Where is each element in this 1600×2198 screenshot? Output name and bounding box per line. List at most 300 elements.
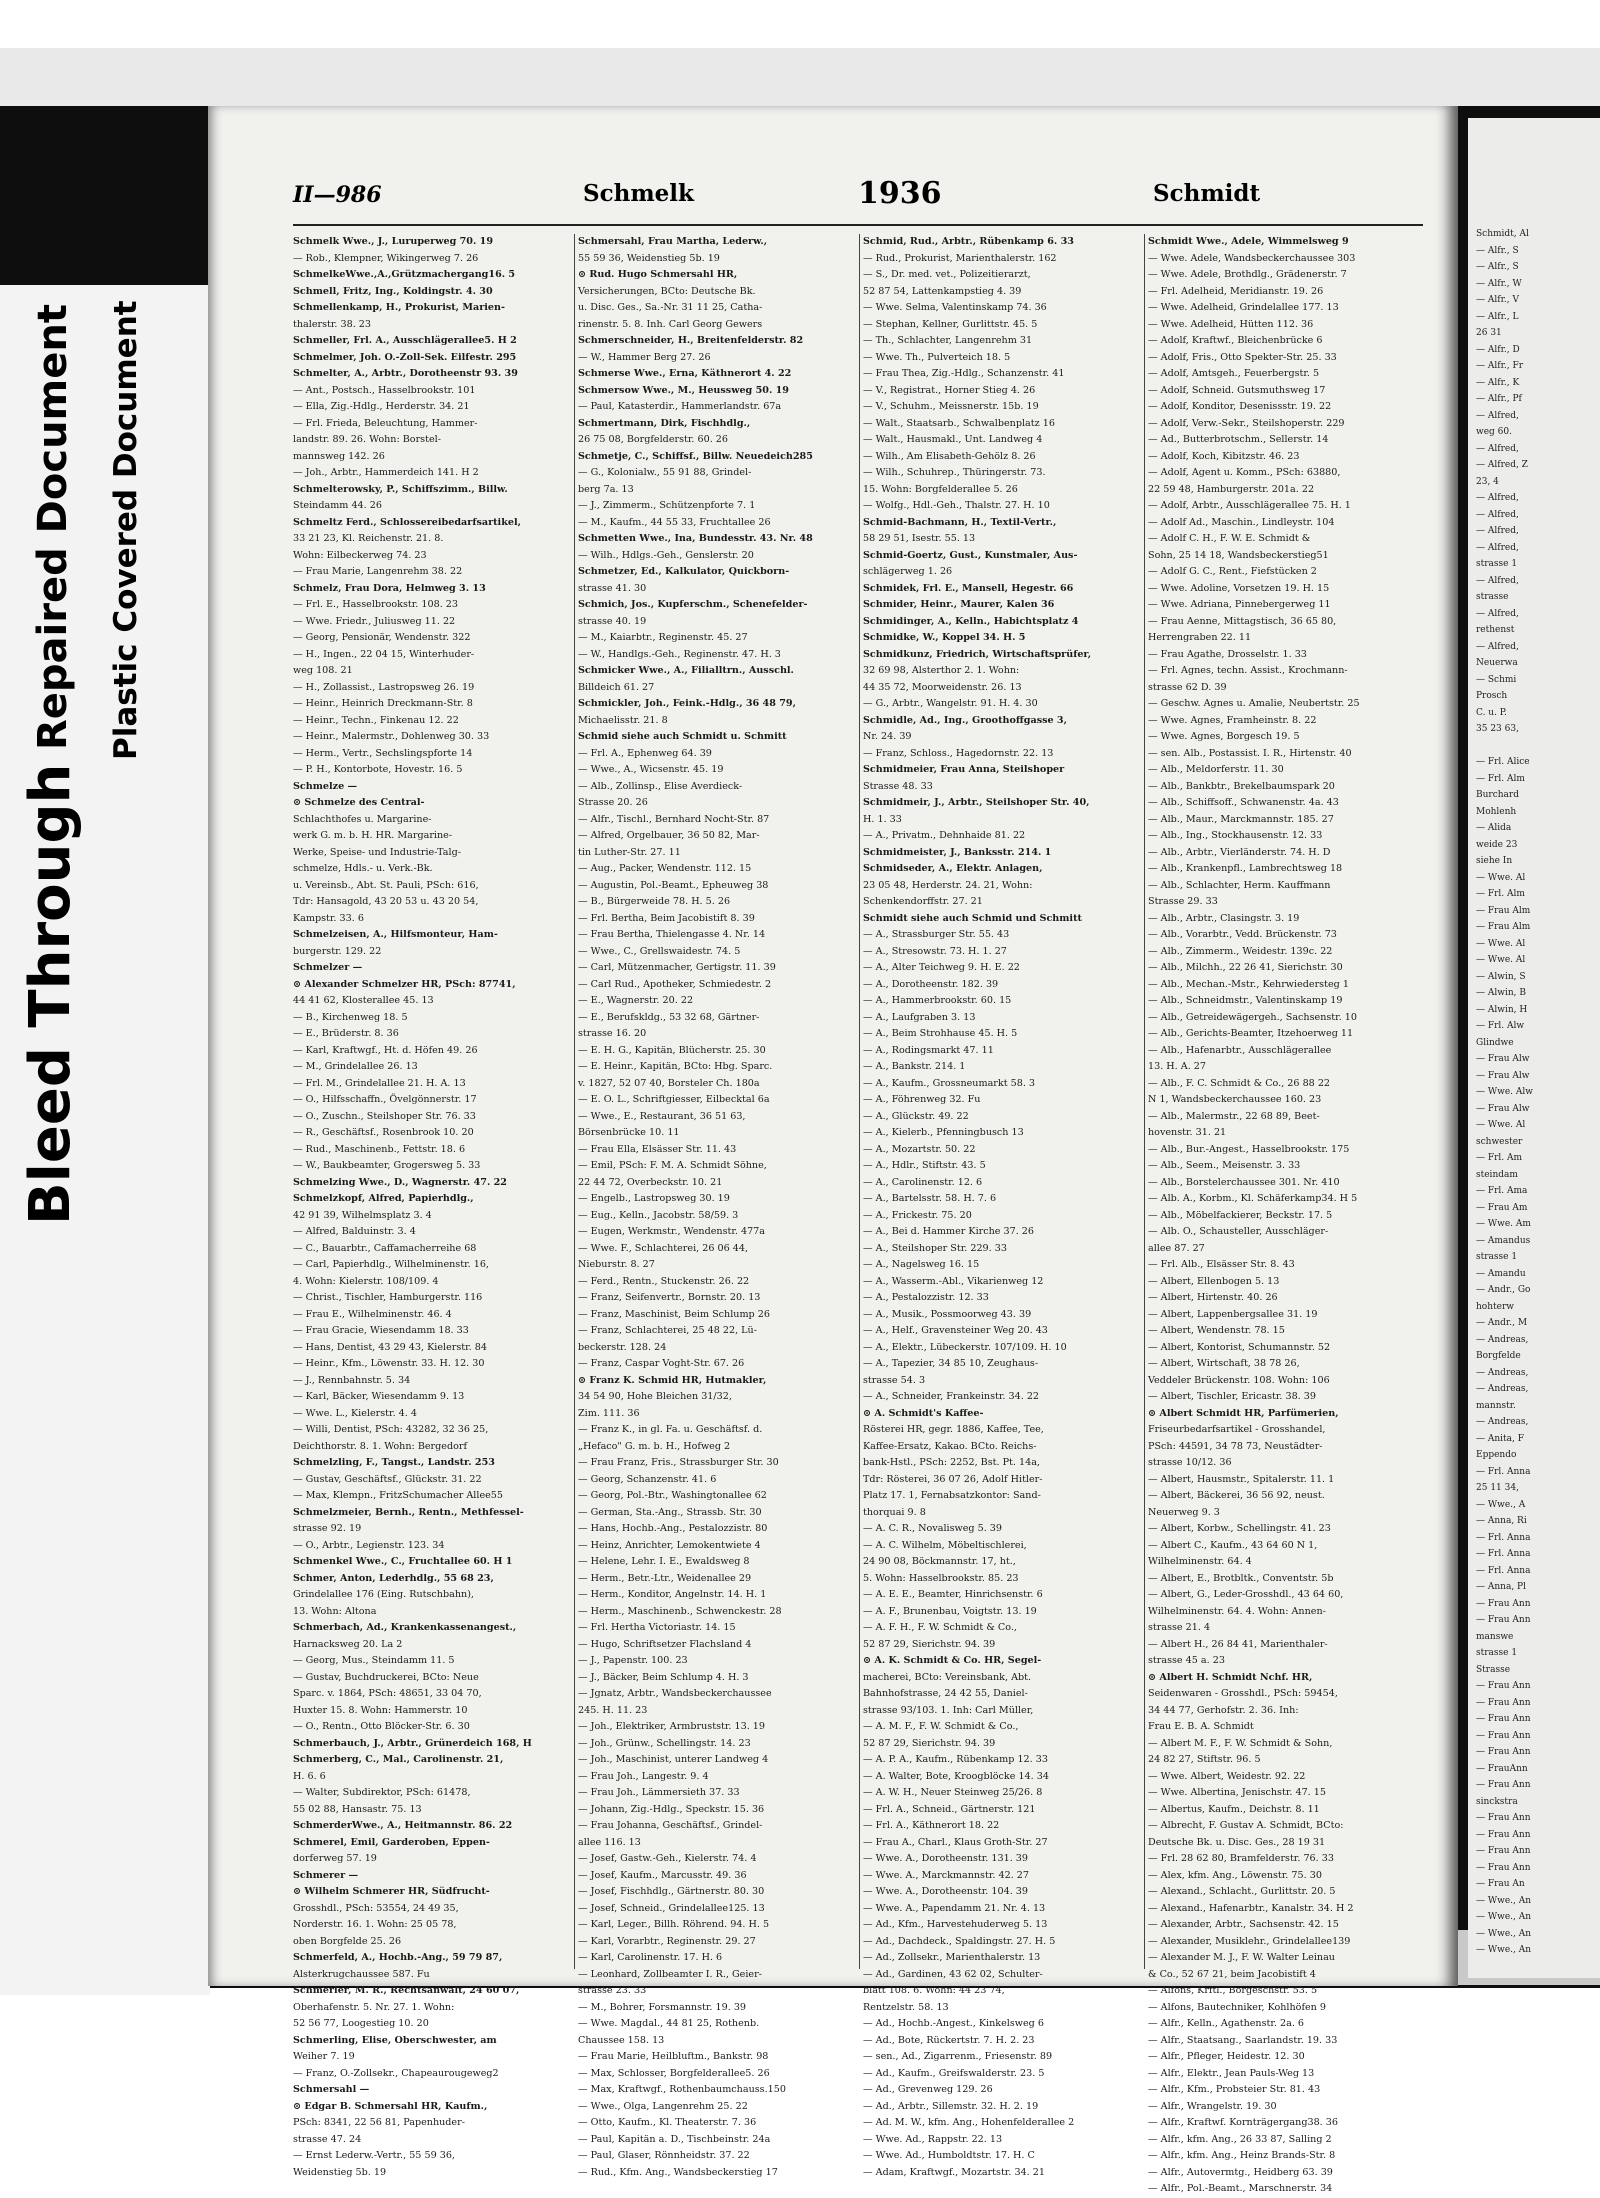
directory-entry: — Ad., Bote, Rückertstr. 7. H. 2. 23 xyxy=(863,2034,1035,2046)
directory-entry: Schmerberg, C., Mal., Carolinenstr. 21, xyxy=(293,1754,504,1765)
directory-page xyxy=(208,106,1458,2194)
directory-entry: — Josef, Schneid., Grindelallee125. 13 xyxy=(578,1902,765,1914)
directory-entry: — E., Berufskldg., 53 32 68, Gärtner- xyxy=(578,1011,760,1023)
directory-entry: — Wolfg., Hdl.-Geh., Thalstr. 27. H. 10 xyxy=(863,500,1050,511)
directory-entry: — Wwe. A., Dorotheenstr. 131. 39 xyxy=(863,1853,1028,1864)
facing-entry: — Frl. Anna xyxy=(1476,1565,1531,1576)
directory-entry: strasse 23. 33 xyxy=(578,1985,647,1996)
directory-entry: — O., Rentn., Otto Blöcker-Str. 6. 30 xyxy=(293,1721,470,1732)
directory-entry: — Joh., Elektriker, Armbruststr. 13. 19 xyxy=(578,1721,766,1732)
facing-entry: 35 23 63, xyxy=(1476,724,1519,734)
directory-entry: — Max, Klempn., FritzSchumacher Allee55 xyxy=(293,1490,504,1501)
facing-entry: — Frl. Am xyxy=(1476,1153,1523,1163)
directory-entry: 52 87 54, Lattenkampstieg 4. 39 xyxy=(863,285,1022,297)
directory-entry: — Wwe. Adelheid, Hütten 112. 36 xyxy=(1148,318,1314,330)
facing-entry: Burchard xyxy=(1476,790,1519,800)
directory-entry: — A., Alter Teichweg 9. H. E. 22 xyxy=(863,962,1020,973)
directory-entry: — Ad., Gardinen, 43 62 02, Schulter- xyxy=(863,1968,1043,1980)
directory-entry: Schmellenkamp, H., Prokurist, Marien- xyxy=(293,302,505,313)
directory-entry: Norderstr. 16. 1. Wohn: 25 05 78, xyxy=(293,1919,457,1930)
directory-entry: — Alb., Seem., Meisenstr. 3. 33 xyxy=(1148,1160,1301,1171)
directory-entry: — J., Rennbahnstr. 5. 34 xyxy=(293,1374,411,1386)
directory-entry: Schmer, Anton, Lederhdlg., 55 68 23, xyxy=(293,1572,494,1584)
directory-entry: — Adolf, Konditor, Desenissstr. 19. 22 xyxy=(1148,401,1332,412)
directory-entry: Sparc. v. 1864, PSch: 48651, 33 04 70, xyxy=(293,1688,482,1699)
facing-entry: — Frl. Anna xyxy=(1476,1466,1531,1477)
directory-entry: Rentzelstr. 58. 13 xyxy=(863,2001,949,2013)
left-running-head: Schmelk xyxy=(583,180,694,207)
directory-entry: — Christ., Tischler, Hamburgerstr. 116 xyxy=(293,1292,483,1303)
directory-entry: Tdr: Rösterei, 36 07 26, Adolf Hitler- xyxy=(863,1473,1043,1485)
facing-entry: — Anna, Pl xyxy=(1476,1582,1526,1592)
directory-entry: — Wilh., Schuhrep., Thüringerstr. 73. xyxy=(863,467,1046,478)
directory-entry: — Alfr., kfm. Ang., Heinz Brands-Str. 8 xyxy=(1148,2150,1336,2161)
directory-entry: 52 87 29, Sierichstr. 94. 39 xyxy=(863,1737,996,1749)
facing-entry: — Frl. Alice xyxy=(1476,757,1530,767)
facing-entry: — Alwin, H xyxy=(1476,1004,1528,1015)
directory-entry: — Karl, Leger., Billh. Röhrend. 94. H. 5 xyxy=(578,1919,770,1930)
directory-entry: Schmertmann, Dirk, Fischhdlg., xyxy=(578,417,751,429)
directory-entry: — sen., Ad., Zigarrenm., Friesenstr. 89 xyxy=(863,2051,1053,2062)
directory-entry: — Heinr., Kfm., Löwenstr. 33. H. 12. 30 xyxy=(293,1358,485,1369)
directory-entry: — J., Bäcker, Beim Schlump 4. H. 3 xyxy=(578,1671,749,1683)
directory-entry: weg 108. 21 xyxy=(293,665,353,676)
directory-entry: Werke, Speise- und Industrie-Talg- xyxy=(293,846,461,858)
directory-entry: strasse 41. 30 xyxy=(578,582,647,594)
directory-entry: Schlachthofes u. Margarine- xyxy=(293,813,432,825)
directory-entry: — Alfr., kfm. Ang., 26 33 87, Salling 2 xyxy=(1148,2133,1332,2145)
column-4 xyxy=(1148,234,1426,2194)
directory-entry: — Ad., Butterbrotschm., Sellerstr. 14 xyxy=(1148,434,1329,445)
directory-entry: — Frau E., Wilhelminenstr. 46. 4 xyxy=(293,1308,452,1320)
directory-entry: 32 69 98, Alsterthor 2. 1. Wohn: xyxy=(863,665,1020,676)
facing-entry: — FrauAnn xyxy=(1476,1763,1528,1774)
directory-entry: — Geschw. Agnes u. Amalie, Neubertstr. 25 xyxy=(1148,698,1360,709)
directory-entry: — V., Registrat., Horner Stieg 4. 26 xyxy=(863,384,1036,396)
directory-entry: Schmidek, Frl. E., Mansell, Hegestr. 66 xyxy=(863,582,1074,594)
facing-entry: — Frau Ann xyxy=(1476,1846,1531,1856)
directory-entry: 58 29 51, Isestr. 55. 13 xyxy=(863,533,976,544)
facing-entry: — Frau Ann xyxy=(1476,1697,1531,1708)
directory-entry: — Georg, Schanzenstr. 41. 6 xyxy=(578,1473,717,1485)
directory-entry: Schmidkunz, Friedrich, Wirtschaftsprüfer, xyxy=(863,648,1092,660)
directory-entry: — Karl, Carolinenstr. 17. H. 6 xyxy=(578,1952,723,1963)
directory-entry: Schmid-Goertz, Gust., Kunstmaler, Aus- xyxy=(863,549,1078,561)
directory-entry: — Ad., Arbtr., Sillemstr. 32. H. 2. 19 xyxy=(863,2100,1039,2112)
directory-entry: — Frl. 28 62 80, Bramfelderstr. 76. 33 xyxy=(1148,1853,1334,1864)
facing-entry: — Andreas, xyxy=(1476,1334,1529,1345)
directory-entry: — Albert, Korbw., Schellingstr. 41. 23 xyxy=(1148,1523,1331,1534)
directory-entry: — Wwe. Albert, Weidestr. 92. 22 xyxy=(1148,1770,1306,1782)
directory-entry: — B., Bürgerweide 78. H. 5. 26 xyxy=(578,896,731,907)
facing-entry: — Wwe., A xyxy=(1476,1499,1526,1510)
directory-entry: Oberhafenstr. 5. Nr. 27. 1. Wohn: xyxy=(293,2001,455,2013)
facing-entry: — Frau Ann xyxy=(1476,1714,1531,1724)
directory-entry: — Alfr., Kraftwf. Kornträgergang38. 36 xyxy=(1148,2117,1338,2128)
directory-entry: — Wwe. Ad., Humboldtstr. 17. H. C xyxy=(863,2150,1035,2161)
directory-entry: — G., Arbtr., Wangelstr. 91. H. 4. 30 xyxy=(863,698,1038,709)
facing-entry: schwester xyxy=(1476,1136,1523,1147)
directory-entry: — A. F., Brunenbau, Voigtstr. 13. 19 xyxy=(863,1605,1037,1617)
facing-entry: — Wwe. Am xyxy=(1476,1219,1531,1229)
facing-entry: manswe xyxy=(1476,1631,1514,1642)
directory-entry: 52 87 29, Sierichstr. 94. 39 xyxy=(863,1638,996,1650)
directory-entry: thorquai 9. 8 xyxy=(863,1506,926,1518)
directory-entry: Schmerel, Emil, Garderoben, Eppen- xyxy=(293,1836,490,1848)
directory-entry: Harnacksweg 20. La 2 xyxy=(293,1638,403,1650)
directory-entry: ⊙ Schmelze des Central- xyxy=(293,797,425,808)
plastic-covered-label: Plastic Covered Document xyxy=(108,300,144,760)
directory-entry: beckerstr. 128. 24 xyxy=(578,1341,667,1353)
directory-entry: — A. M. F., F. W. Schmidt & Co., xyxy=(863,1721,1019,1732)
directory-entry: Seidenwaren - Grosshdl., PSch: 59454, xyxy=(1148,1688,1338,1699)
directory-entry: — Wilh., Hdlgs.-Geh., Genslerstr. 20 xyxy=(578,549,754,561)
directory-entry: 245. H. 11. 23 xyxy=(578,1704,648,1716)
directory-entry: — Albertus, Kaufm., Deichstr. 8. 11 xyxy=(1148,1803,1320,1815)
directory-entry: Schmelter, A., Arbtr., Dorotheenstr 93. 39 xyxy=(293,368,518,379)
directory-entry: H. 6. 6 xyxy=(293,1770,326,1782)
directory-entry: — A., Föhrenweg 32. Fu xyxy=(863,1094,981,1105)
directory-entry: — A. W. H., Neuer Steinweg 25/26. 8 xyxy=(863,1787,1043,1798)
directory-entry: Weiher 7. 19 xyxy=(293,2051,355,2062)
directory-entry: — M., Kaiarbtr., Reginenstr. 45. 27 xyxy=(578,632,748,643)
directory-entry: — Albert M. F., F. W. Schmidt & Sohn, xyxy=(1148,1737,1333,1749)
facing-entry: — Amandu xyxy=(1476,1268,1526,1279)
directory-entry: — Frau Ella, Elsässer Str. 11. 43 xyxy=(578,1143,737,1155)
facing-entry: — Frau Alm xyxy=(1476,905,1531,916)
facing-entry: Prosch xyxy=(1476,691,1508,701)
directory-entry: — A., Frickestr. 75. 20 xyxy=(863,1209,972,1221)
directory-entry: — Adolf G. C., Rent., Fiefstücken 2 xyxy=(1148,566,1317,577)
directory-entry: — A., Schneider, Frankeinstr. 34. 22 xyxy=(863,1391,1040,1402)
directory-entry: — Frl. Frieda, Beleuchtung, Hammer- xyxy=(293,417,478,429)
directory-entry: — Wwe. Adelheid, Grindelallee 177. 13 xyxy=(1148,302,1339,313)
facing-entry: — Alfr., K xyxy=(1476,377,1520,388)
facing-entry: — Frau Ann xyxy=(1476,1615,1531,1625)
directory-entry: Michaelisstr. 21. 8 xyxy=(578,714,668,726)
directory-entry: — Alfr., Autovermtg., Heidberg 63. 39 xyxy=(1148,2166,1333,2178)
facing-entry: Mohlenh xyxy=(1476,806,1517,817)
directory-entry: Frau E. B. A. Schmidt xyxy=(1148,1721,1254,1732)
directory-entry: — Walt., Hausmakl., Unt. Landweg 4 xyxy=(863,434,1043,445)
directory-entry: — Th., Schlachter, Langenrehm 31 xyxy=(863,335,1033,346)
directory-entry: Nieburstr. 8. 27 xyxy=(578,1259,655,1270)
directory-entry: — Adolf, Verw.-Sekr., Steilshoperstr. 229 xyxy=(1148,417,1345,429)
directory-entry: — Alfons, Krftl., Borgeschstr. 53. 5 xyxy=(1148,1985,1318,1996)
directory-entry: ⊙ Edgar B. Schmersahl HR, Kaufm., xyxy=(293,2100,488,2112)
directory-entry: — Frau Marie, Heilbluftm., Bankstr. 98 xyxy=(578,2051,769,2062)
facing-page-column xyxy=(1476,226,1533,1959)
directory-entry: Steindamm 44. 26 xyxy=(293,500,382,511)
directory-entry: u. Vereinsb., Abt. St. Pauli, PSch: 616, xyxy=(293,879,479,891)
facing-entry: — Alwin, S xyxy=(1476,971,1526,982)
directory-entry: — Alb., Maur., Marckmannstr. 185. 27 xyxy=(1148,813,1334,825)
directory-entry: PSch: 44591, 34 78 73, Neustädter- xyxy=(1148,1440,1323,1452)
facing-entry: — Alfred, Z xyxy=(1476,460,1528,470)
directory-entry: — Albert H., 26 84 41, Marienthaler- xyxy=(1148,1638,1328,1650)
directory-entry: — Paul, Glaser, Rönnheidstr. 37. 22 xyxy=(578,2150,750,2161)
directory-entry: — Alb. O., Schausteller, Ausschläger- xyxy=(1148,1226,1329,1237)
column-divider xyxy=(859,234,860,1969)
directory-entry: Schmider, Heinr., Maurer, Kalen 36 xyxy=(863,599,1055,610)
directory-entry: — V., Schuhm., Meissnerstr. 15b. 19 xyxy=(863,401,1039,412)
facing-entry: — Frau Ann xyxy=(1476,1747,1531,1757)
facing-entry: — Wwe., An xyxy=(1476,1928,1532,1939)
directory-entry: Schmetzer, Ed., Kalkulator, Quickborn- xyxy=(578,566,790,577)
directory-entry: — Frau Agathe, Drosselstr. 1. 33 xyxy=(1148,648,1307,660)
directory-entry: — Wwe. Th., Pulverteich 18. 5 xyxy=(863,351,1011,363)
directory-entry: — Walter, Subdirektor, PSch: 61478, xyxy=(293,1787,471,1798)
facing-entry: strasse xyxy=(1476,592,1509,602)
directory-entry: — A., Glückstr. 49. 22 xyxy=(863,1110,969,1122)
directory-entry: 42 91 39, Wilhelmsplatz 3. 4 xyxy=(293,1209,432,1221)
directory-entry: — Albert, E., Brotbltk., Conventstr. 5b xyxy=(1148,1572,1334,1584)
directory-entry: — M., Grindelallee 26. 13 xyxy=(293,1061,418,1072)
directory-entry: — Helene, Lehr. I. E., Ewaldsweg 8 xyxy=(578,1556,750,1567)
directory-entry: — Ella, Zig.-Hdlg., Herderstr. 34. 21 xyxy=(293,401,470,412)
facing-entry: — Frau Alw xyxy=(1476,1070,1530,1081)
facing-entry: — Alfred, xyxy=(1476,542,1519,553)
directory-entry: Weidenstieg 5b. 19 xyxy=(293,2166,387,2178)
directory-entry: — Albrecht, F. Gustav A. Schmidt, BCto: xyxy=(1148,1820,1344,1831)
directory-entry: — Alfr., Kelln., Agathenstr. 2a. 6 xyxy=(1148,2018,1305,2029)
facing-entry: — Alfred, xyxy=(1476,526,1519,536)
directory-entry: — A. P. A., Kaufm., Rübenkamp 12. 33 xyxy=(863,1754,1048,1765)
directory-entry: — Georg, Mus., Steindamm 11. 5 xyxy=(293,1655,455,1666)
facing-entry: — Alfr., S xyxy=(1476,262,1519,272)
directory-entry: Börsenbrücke 10. 11 xyxy=(578,1127,680,1138)
directory-entry: — Frau Aenne, Mittagstisch, 36 65 80, xyxy=(1148,615,1337,627)
directory-entry: werk G. m. b. H. HR. Margarine- xyxy=(293,830,453,841)
directory-entry: — Alb., Getreidewägergeh., Sachsenstr. 10 xyxy=(1148,1011,1358,1023)
facing-entry: — Andr., Go xyxy=(1476,1285,1531,1295)
facing-entry: — Alfr., D xyxy=(1476,344,1520,355)
directory-entry: Chaussee 158. 13 xyxy=(578,2034,665,2046)
directory-entry: dorferweg 57. 19 xyxy=(293,1853,377,1864)
directory-entry: — Ant., Postsch., Hasselbrookstr. 101 xyxy=(293,384,476,396)
facing-entry: Neuerwa xyxy=(1476,658,1518,668)
directory-entry: 26 75 08, Borgfelderstr. 60. 26 xyxy=(578,434,729,445)
directory-entry: — Alfons, Bautechniker, Kohlhöfen 9 xyxy=(1148,2001,1327,2013)
directory-entry: Schmerbauch, J., Arbtr., Grünerdeich 168, H xyxy=(293,1737,532,1749)
facing-entry: — Amandus xyxy=(1476,1235,1531,1246)
directory-entry: — Albert, Bäckerei, 36 56 92, neust. xyxy=(1148,1490,1325,1501)
directory-entry: — P. H., Kontorbote, Hovestr. 16. 5 xyxy=(293,764,463,775)
directory-entry: — Wwe., E., Restaurant, 36 51 63, xyxy=(578,1110,746,1122)
directory-entry: — W., Hammer Berg 27. 26 xyxy=(578,351,711,363)
directory-entry: Schmelmer, Joh. O.-Zoll-Sek. Eilfestr. 295 xyxy=(293,351,517,363)
directory-entry: — W., Handlgs.-Geh., Reginenstr. 47. H. 3 xyxy=(578,648,781,660)
directory-entry: 23 05 48, Herderstr. 24. 21, Wohn: xyxy=(863,879,1033,891)
facing-entry: Schmidt, Al xyxy=(1476,229,1529,239)
facing-entry: — Frl. Anna xyxy=(1476,1549,1531,1559)
directory-entry: — M., Kaufm., 44 55 33, Fruchtallee 26 xyxy=(578,516,771,528)
facing-entry: — Wwe., An xyxy=(1476,1912,1532,1922)
directory-entry: strasse 40. 19 xyxy=(578,615,647,627)
directory-entry: Schmelze — xyxy=(293,780,358,792)
directory-entry: — Albert, Kontorist, Schumannstr. 52 xyxy=(1148,1341,1331,1353)
facing-entry: — Alfred, xyxy=(1476,608,1519,619)
directory-entry: tin Luther-Str. 27. 11 xyxy=(578,846,681,858)
directory-entry: 52 56 77, Loogestieg 10. 20 xyxy=(293,2018,429,2029)
directory-entry: — Alb., Borstelerchaussee 301. Nr. 410 xyxy=(1148,1176,1340,1188)
directory-entry: — Alfred, Orgelbauer, 36 50 82, Mar- xyxy=(578,830,760,841)
directory-entry: — Wwe. Ad., Rappstr. 22. 13 xyxy=(863,2133,1003,2145)
directory-entry: — Wwe. Friedr., Juliusweg 11. 22 xyxy=(293,615,456,627)
directory-entry: — Franz, Schloss., Hagedornstr. 22. 13 xyxy=(863,747,1054,759)
directory-entry: — Albert, Hausmstr., Spitalerstr. 11. 1 xyxy=(1148,1473,1335,1485)
directory-entry: — Wwe. A., Marckmannstr. 42. 27 xyxy=(863,1869,1029,1881)
directory-entry: — G., Kolonialw., 55 91 88, Grindel- xyxy=(578,467,752,478)
directory-entry: — Alb., Schlachter, Herm. Kauffmann xyxy=(1148,879,1331,891)
directory-entry: — Hugo, Schriftsetzer Flachsland 4 xyxy=(578,1638,752,1650)
facing-entry: — Frau Alw xyxy=(1476,1054,1530,1064)
directory-entry: Wilhelminenstr. 64. 4 xyxy=(1148,1556,1252,1567)
directory-entry: — Paul, Katasterdir., Hammerlandstr. 67a xyxy=(578,401,782,412)
directory-entry: Schmelz, Frau Dora, Helmweg 3. 13 xyxy=(293,582,486,594)
directory-entry: — Franz K., in gl. Fa. u. Geschäftsf. d. xyxy=(578,1424,763,1435)
facing-entry: — Alfr., W xyxy=(1476,278,1522,289)
directory-entry: N 1, Wandsbeckerchaussee 160. 23 xyxy=(1148,1094,1322,1105)
directory-entry: — sen. Alb., Postassist. I. R., Hirtenstr. 40 xyxy=(1148,747,1352,759)
directory-entry: — Franz, Maschinist, Beim Schlump 26 xyxy=(578,1308,770,1320)
directory-entry: Billdeich 61. 27 xyxy=(578,681,655,693)
directory-entry: — Frl. A., Käthnerort 18. 22 xyxy=(863,1820,1000,1831)
directory-entry: 13. H. A. 27 xyxy=(1148,1061,1207,1072)
facing-entry: strasse 1 xyxy=(1476,559,1518,569)
directory-entry: — Ad., Hochb.-Angest., Kinkelsweg 6 xyxy=(863,2018,1044,2029)
directory-entry: — A., Kaufm., Grossneumarkt 58. 3 xyxy=(863,1077,1036,1089)
directory-entry: — Alb., Arbtr., Clasingstr. 3. 19 xyxy=(1148,912,1300,924)
directory-entry: — German, Sta.-Ang., Strassb. Str. 30 xyxy=(578,1506,762,1518)
directory-entry: — E. H. G., Kapitän, Blücherstr. 25. 30 xyxy=(578,1044,766,1056)
facing-entry: — Wwe. Alw xyxy=(1476,1087,1533,1097)
directory-entry: — A., Kielerb., Pfenningbusch 13 xyxy=(863,1127,1024,1138)
directory-entry: — E., Brüderstr. 8. 36 xyxy=(293,1028,399,1039)
directory-entry: Schmerfeld, A., Hochb.-Ang., 59 79 87, xyxy=(293,1952,503,1963)
directory-entry: Schmetten Wwe., Ina, Bundesstr. 43. Nr. 48 xyxy=(578,533,813,544)
directory-entry: Schmicker Wwe., A., Filialltrn., Ausschl. xyxy=(578,665,794,676)
facing-entry: — Frau Ann xyxy=(1476,1730,1531,1741)
facing-entry: — Frau Ann xyxy=(1476,1780,1531,1790)
facing-entry: — Alfr., Pf xyxy=(1476,394,1522,404)
facing-entry: weide 23 xyxy=(1476,839,1518,850)
directory-entry: ⊙ A. Schmidt's Kaffee- xyxy=(863,1407,984,1419)
directory-entry: Schmidt Wwe., Adele, Wimmelsweg 9 xyxy=(1148,236,1349,247)
directory-entry: — O., Hilfsschaffn., Övelgönnerstr. 17 xyxy=(293,1094,477,1105)
directory-entry: — A., Beim Strohhause 45. H. 5 xyxy=(863,1028,1018,1039)
facing-entry: strasse 1 xyxy=(1476,1252,1518,1262)
directory-entry: Schmerbach, Ad., Krankenkassenangest., xyxy=(293,1622,517,1633)
directory-entry: Schmid-Bachmann, H., Textil-Vertr., xyxy=(863,516,1057,528)
directory-entry: strasse 62 D. 39 xyxy=(1148,681,1227,693)
directory-entry: Wilhelminenstr. 64. 4. Wohn: Annen- xyxy=(1148,1605,1326,1617)
directory-entry: Schmidmeier, Frau Anna, Steilshoper xyxy=(863,764,1065,775)
directory-entry: Deutsche Bk. u. Disc. Ges., 28 19 31 xyxy=(1148,1836,1326,1848)
directory-entry: Schmersahl — xyxy=(293,2084,370,2095)
directory-entry: — Heinr., Malermstr., Dohlenweg 30. 33 xyxy=(293,731,490,742)
facing-entry: — Frau An xyxy=(1476,1879,1525,1889)
directory-entry: 15. Wohn: Borgfelderallee 5. 26 xyxy=(863,483,1018,495)
page-number: II—986 xyxy=(293,182,382,208)
directory-entry: — Ad., Dachdeck., Spaldingstr. 27. H. 5 xyxy=(863,1935,1056,1947)
directory-entry: ⊙ A. K. Schmidt & Co. HR, Segel- xyxy=(863,1655,1042,1666)
directory-entry: — Alb., Milchh., 22 26 41, Sierichstr. 30 xyxy=(1148,962,1343,973)
directory-entry: 22 59 48, Hamburgerstr. 201a. 22 xyxy=(1148,483,1315,495)
directory-entry: Schmersahl, Frau Martha, Lederw., xyxy=(578,236,768,247)
directory-entry: — Frl. A., Schneid., Gärtnerstr. 121 xyxy=(863,1803,1036,1815)
facing-entry: — Schmi xyxy=(1476,674,1517,685)
directory-entry: — Josef, Kaufm., Marcusstr. 49. 36 xyxy=(578,1869,747,1881)
facing-entry: — Wwe. Al xyxy=(1476,955,1526,965)
directory-entry: — Otto, Kaufm., Kl. Theaterstr. 7. 36 xyxy=(578,2117,757,2128)
directory-entry: Schmerer — xyxy=(293,1869,359,1881)
directory-entry: — Alfr., Wrangelstr. 19. 30 xyxy=(1148,2100,1277,2112)
directory-entry: — Rud., Maschinenb., Fettstr. 18. 6 xyxy=(293,1143,466,1155)
directory-entry: — A., Carolinenstr. 12. 6 xyxy=(863,1176,983,1188)
facing-entry: — Frl. Alm xyxy=(1476,773,1525,784)
directory-entry: — Karl, Bäcker, Wiesendamm 9. 13 xyxy=(293,1391,465,1402)
directory-entry: Schenkendorffstr. 27. 21 xyxy=(863,896,983,907)
directory-entry: — A. C. R., Novalisweg 5. 39 xyxy=(863,1523,1003,1534)
directory-entry: Strasse 29. 33 xyxy=(1148,896,1218,907)
directory-entry: Platz 17. 1, Fernabsatzkontor: Sand- xyxy=(863,1490,1041,1501)
directory-entry: — O., Arbtr., Legienstr. 123. 34 xyxy=(293,1539,445,1551)
directory-entry: Neuerweg 9. 3 xyxy=(1148,1506,1220,1518)
directory-entry: 13. Wohn: Altona xyxy=(293,1605,377,1617)
facing-entry: — Wwe. Al xyxy=(1476,1120,1526,1130)
directory-entry: — Rud., Prokurist, Marienthalerstr. 162 xyxy=(863,252,1057,264)
facing-entry: — Alida xyxy=(1476,823,1512,833)
facing-entry: — Alfred, xyxy=(1476,641,1519,652)
directory-entry: — Leonhard, Zollbeamter I. R., Geier- xyxy=(578,1968,762,1980)
directory-entry: — B., Kirchenweg 18. 5 xyxy=(293,1011,408,1023)
directory-entry: — J., Zimmerm., Schützenpforte 7. 1 xyxy=(578,500,756,511)
facing-entry: — Frl. Anna xyxy=(1476,1532,1531,1543)
directory-entry: — Max, Schlosser, Borgfelderallee5. 26 xyxy=(578,2067,770,2079)
directory-entry: — A., Hdlr., Stiftstr. 43. 5 xyxy=(863,1160,986,1171)
directory-entry: — Alb., F. C. Schmidt & Co., 26 88 22 xyxy=(1148,1077,1331,1089)
directory-entry: — Ad., Kfm., Harvestehuderweg 5. 13 xyxy=(863,1919,1048,1930)
facing-entry: — Wwe., An xyxy=(1476,1895,1532,1906)
directory-entry: — Georg, Pensionär, Wendenstr. 322 xyxy=(293,632,471,643)
directory-entry: — Augustin, Pol.-Beamt., Epheuweg 38 xyxy=(578,879,769,891)
directory-entry: — E. Heinr., Kapitän, BCto: Hbg. Sparc. xyxy=(578,1061,773,1072)
directory-entry: — A. C. Wilhelm, Möbeltischlerei, xyxy=(863,1539,1027,1551)
facing-entry: Borgfelde xyxy=(1476,1351,1521,1361)
facing-entry: — Anna, Ri xyxy=(1476,1516,1527,1526)
facing-entry: — Alfr., L xyxy=(1476,311,1519,322)
facing-entry xyxy=(1476,738,1533,755)
facing-entry: steindam xyxy=(1476,1169,1518,1180)
facing-entry: — Frl. Alw xyxy=(1476,1021,1525,1031)
facing-entry: — Frau Alm xyxy=(1476,922,1531,932)
facing-entry: rethenst xyxy=(1476,625,1515,635)
directory-entry: — Willi, Dentist, PSch: 43282, 32 36 25, xyxy=(293,1424,489,1435)
directory-entry: „Hefaco" G. m. b. H., Hofweg 2 xyxy=(578,1440,731,1452)
directory-entry: — Carl, Mützenmacher, Gertigstr. 11. 39 xyxy=(578,962,776,973)
directory-entry: — Josef, Fischhdlg., Gärtnerstr. 80. 30 xyxy=(578,1886,765,1897)
facing-entry: — Alfr., V xyxy=(1476,295,1519,305)
directory-entry: — Alb., Krankenpfl., Lambrechtsweg 18 xyxy=(1148,863,1343,874)
directory-entry: Kampstr. 33. 6 xyxy=(293,912,364,924)
facing-entry: weg 60. xyxy=(1476,427,1512,437)
directory-entry: — A., Wasserm.-Abl., Vikarienweg 12 xyxy=(863,1275,1044,1287)
directory-entry: strasse 92. 19 xyxy=(293,1523,362,1534)
facing-entry: — Andreas, xyxy=(1476,1384,1529,1394)
directory-entry: — Ad. M. W., kfm. Ang., Hohenfelderallee 2 xyxy=(863,2117,1075,2128)
facing-entry: — Alfred, xyxy=(1476,509,1519,520)
